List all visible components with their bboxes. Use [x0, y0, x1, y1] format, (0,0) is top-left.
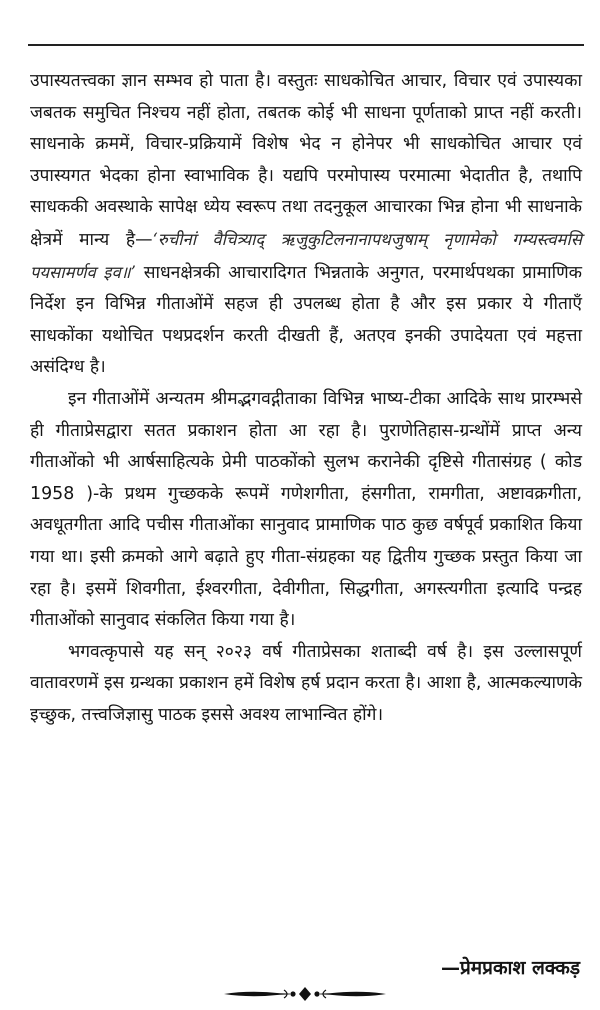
signature: —प्रेमप्रकाश लक्कड़ — [440, 957, 580, 979]
paragraph-1-continuation: साधनक्षेत्रकी आचारादिगत भिन्नताके अनुगत, परमार्थपथका प्रामाणिक निर्देश इन विभिन्न गीताओंमें सहज ही उपलब्ध होता है और इस प्रकार ये गीताएँ साधकोंका यथोचित पथप्रदर्शन करती दीखती हैं, अतएव इनकी उपादेयता एवं महत्ता असंदिग्ध है। — [30, 262, 583, 378]
page-body — [30, 66, 582, 731]
paragraph-3: भगवत्कृपासे यह सन् २०२३ वर्ष गीताप्रेसका शताब्दी वर्ष है। इस उल्लासपूर्ण वातावरणमें इस ग्रन्थका प्रकाशन हमें विशेष हर्ष प्रदान करता है। आशा है, आत्मकल्याणके इच्छुक, तत्त्वजिज्ञासु पाठक इससे अवश्य लाभान्वित होंगे। — [30, 641, 582, 725]
sanskrit-quote: ‘रुचीनां वैचित्र्याद् ऋजुकुटिलनानापथजुषाम् नृणामेको गम्यस्त्वमसि पयसामर्णव इव॥’ — [30, 229, 582, 282]
paragraph-1 — [30, 66, 582, 384]
ornament-divider — [220, 985, 390, 1003]
top-rule — [28, 44, 584, 46]
paragraph-1-text: उपास्यतत्त्वका ज्ञान सम्भव हो पाता है। वस्तुतः साधकोचित आचार, विचार एवं उपास्यका जबतक समुचित निश्चय नहीं होता, तबतक कोई भी साधना पूर्णताको प्राप्त नहीं करती। साधनाके क्रममें, विचार-प्रक्रियामें विशेष भेद न होनेपर भी साधकोचित आचार एवं उपास्यगत भेदका होना स्वाभाविक है। यद्यपि परमोपास्य परमात्मा भेदातीत है, तथापि साधककी अवस्थाके सापेक्ष ध्येय स्वरूप तथा तदनुकूल आचारका भिन्न होना भी साधनाके क्षेत्रमें मान्य है— — [30, 71, 582, 250]
paragraph-2: इन गीताओंमें अन्यतम श्रीमद्भगवद्गीताका विभिन्न भाष्य-टीका आदिके साथ प्रारम्भसे ही गीताप्रेसद्वारा सतत प्रकाशन होता आ रहा है। पुराणेतिहास-ग्रन्थोंमें प्राप्त अन्य गीताओंको भी आर्षसाहित्यके प्रेमी पाठकोंको सुलभ करानेकी दृष्टिसे गीतासंग्रह ( कोड 1958 )-के प्रथम गुच्छकके रूपमें गणेशगीता, हंसगीता, रामगीता, अष्टावक्रगीता, अवधूतगीता आदि पचीस गीताओंका सानुवाद प्रामाणिक पाठ कुछ वर्षपूर्व प्रकाशित किया गया था। इसी क्रमको आगे बढ़ाते हुए गीता-संग्रहका यह द्वितीय गुच्छक प्रस्तुत किया जा रहा है। इसमें शिवगीता, ईश्वरगीता, देवीगीता, सिद्धगीता, अगस्त्यगीता इत्यादि पन्द्रह गीताओंको सानुवाद संकलित किया गया है। — [30, 388, 582, 631]
